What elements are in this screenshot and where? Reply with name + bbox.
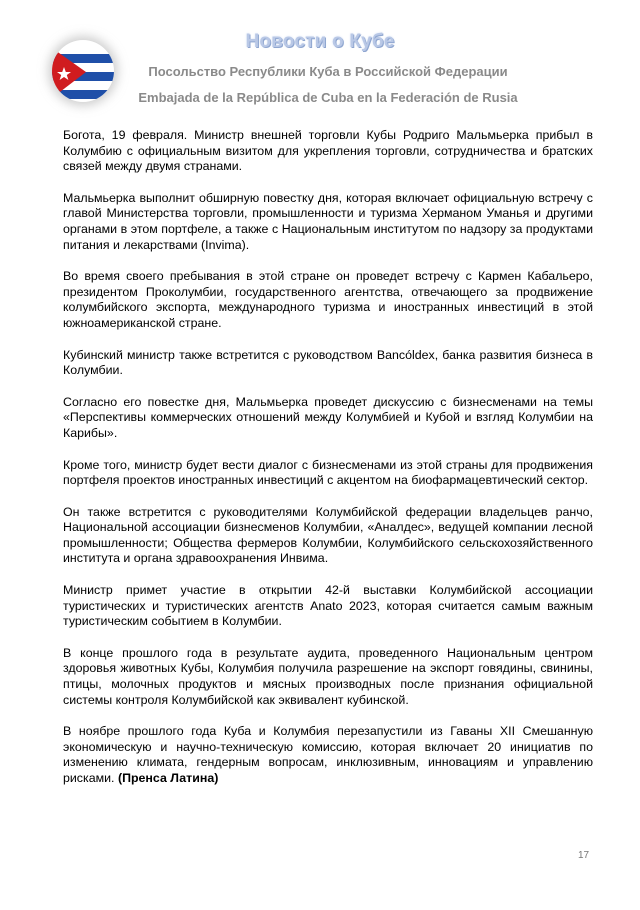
last-paragraph-text: В ноябре прошлого года Куба и Колумбия перезапустили из Гаваны XII Смешанную экономическую и научно-техническую комиссию, которая включает 20 инициатив по изменению климата, гендерным вопросам, инклюзивным, инновациям и управлению рисками. [63,724,593,785]
embassy-name-ru: Посольство Республики Куба в Российской Федерации [148,64,508,79]
article-paragraph: Во время своего пребывания в этой стране он проведет встречу с Кармен Кабальеро, президентом Проколумбии, государственного агентства, отвечающего за продвижение колумбийского экспорта, международного туризма и иностранных инвестиций в этой южноамериканской стране. [63,269,593,330]
article-paragraph: Мальмьерка выполнит обширную повестку дня, которая включает официальную встречу с главой Министерства торговли, промышленности и туризма Херманом Уманья и другими органами в этом портфеле, а также с Национальным институтом по надзору за продуктами питания и лекарствами (Invima). [63,190,593,252]
article-body [63,128,593,787]
article-paragraph: Министр примет участие в открытии 42-й выставки Колумбийской ассоциации туристических и туристических агентств Anato 2023, которая считается самым важным туристическим событием в Колумбии. [63,583,593,629]
page-number: 17 [578,850,590,861]
article-paragraph: Кроме того, министр будет вести диалог с бизнесменами из этой страны для продвижения портфеля проектов иностранных инвестиций с акцентом на биофармацевтический сектор. [63,457,593,488]
article-paragraph: Кубинский министр также встретится с руководством Bancóldex, банка развития бизнеса в Колумбии. [63,347,593,378]
news-source: (Пренса Латина) [117,771,219,785]
article-paragraph: В конце прошлого года в результате аудита, проведенного Национальным центром здоровья животных Кубы, Колумбия получила разрешение на экспорт говядины, свинины, птицы, молочных продуктов и мясных производных после признания официальной системы контроля Колумбийской как эквивалент кубинской. [63,645,593,707]
article-last-paragraph [63,724,593,786]
article-paragraph: Богота, 19 февраля. Министр внешней торговли Кубы Родриго Мальмьерка прибыл в Колумбию с официальным визитом для укрепления торговли, сотрудничества и братских связей между двумя странами. [63,128,593,174]
embassy-name-es: Embajada de la República de Cuba en la Federación de Rusia [138,90,518,105]
article-paragraph: Он также встретится с руководителями Колумбийской федерации владельцев ранчо, Национальной ассоциации бизнесменов Колумбии, «Аналдес», ведущей компании лесной промышленности; Общества фермеров Колумбии, Колумбийского сельскохозяйственного института и органа здравоохранения Инвима. [63,504,593,566]
article-paragraph: Согласно его повестке дня, Мальмьерка проведет дискуссию с бизнесменами на темы «Перспективы коммерческих отношений между Колумбией и Кубой и взгляд Колумбии на Карибы». [63,394,593,440]
newsletter-title: Новости о Кубе [245,31,395,52]
